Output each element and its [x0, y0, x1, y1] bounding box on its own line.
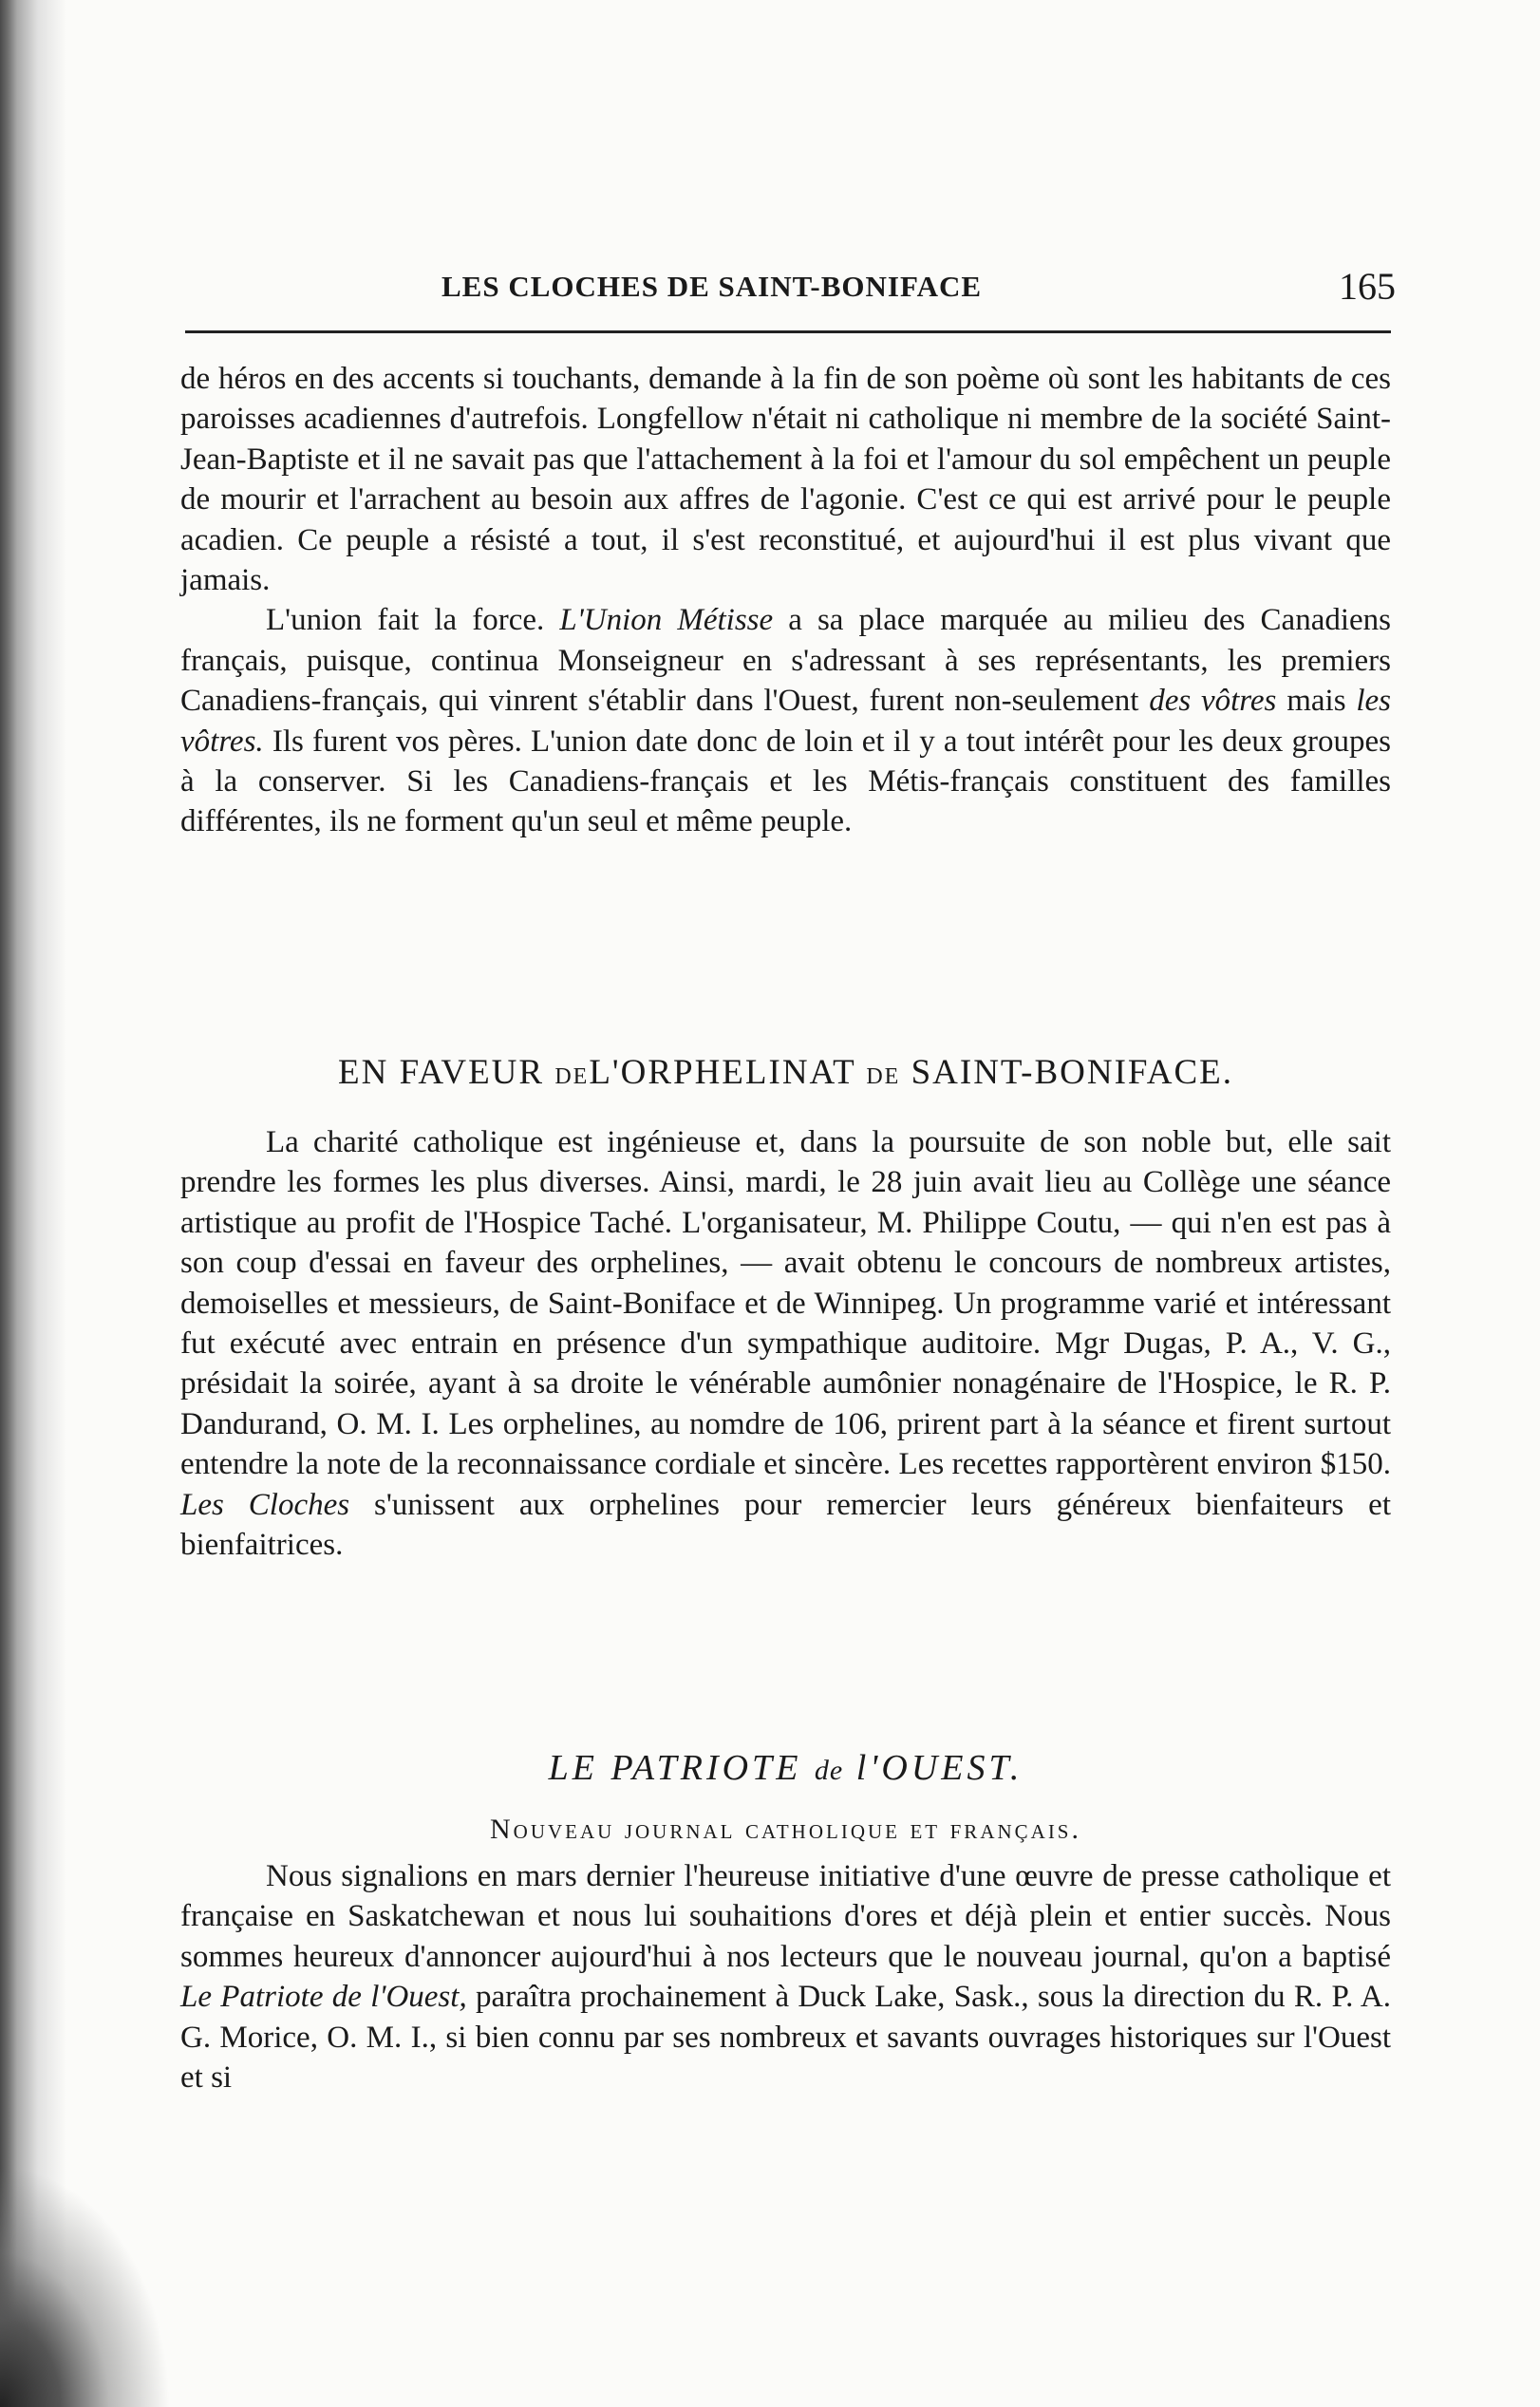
patriote-journal-title: Le Patriote de l'Ouest, [180, 1980, 467, 2015]
orphelinat-text-1: La charité catholique est ingénieuse et, dans la poursuite de son noble but, elle sait prendre les formes les plus diverses. Ainsi, mardi, le 28 juin avait lieu au Collège une séance artistique au profit de l'Hospice Taché. L'organisateur, M. Philippe Coutu, — qui n'en est pas à son coup d'essai en faveur des orphelines, — avait obtenu le concours de nombreux artistes, demoiselles et messieurs, de Saint-Boniface et de Winnipeg. Un programme varié et intéressant fut exécuté avec entrain en présence d'un sympathique auditoire. Mgr Dugas, P. A., V. G., présidait la soirée, ayant à sa droite le vénérable aumônier nonagénaire de l'Hospice, le R. P. Dandurand, O. M. I. Les orphelines, au nomdre de 106, prirent part à la séance et firent surtout entendre la note de la reconnaissance cordiale et sincère. Les recettes rapportèrent environ $150. [180, 1125, 1391, 1482]
section-heading-orphelinat [180, 1052, 1391, 1093]
section-heading-patriote [180, 1747, 1391, 1789]
heading-patriote-part1: LE PATRIOTE [548, 1748, 802, 1788]
union-text-2: a sa place marquée au milieu des Canadiens français, puisque, continua Monseigneur en s'adressant à ses représentants, les premiers Canadiens-français, qui vinrent s'établir dans l'Ouest, furent non-seulement [180, 603, 1392, 719]
heading-patriote-part2: l'OUEST. [855, 1748, 1024, 1788]
paragraph-longfellow: de héros en des accents si touchants, demande à la fin de son poème où sont les habitants de ces paroisses acadiennes d'autrefois. Longfellow n'était ni catholique ni membre de la société Saint-Jean-Baptiste et il ne savait pas que l'attachement à la foi et l'amour du sol empêchent un peuple de mourir et l'arrachent au besoin aux affres de l'agonie. C'est ce qui est arrivé pour le peuple acadien. Ce peuple a résisté a tout, il s'est reconstitué, et aujourd'hui il est plus vivant que jamais. [180, 362, 1391, 598]
running-head [171, 264, 1396, 311]
paragraph-union [180, 600, 1391, 841]
heading-patriote-de: de [814, 1755, 844, 1786]
orphelinat-les-cloches-title: Les Cloches [180, 1487, 350, 1522]
heading-orphelinat-part3: SAINT-BONIFACE. [911, 1053, 1233, 1092]
paragraph-patriote [180, 1856, 1391, 2097]
text-block-orphelinat [180, 1122, 1391, 1565]
union-italic-les-votres: les vôtres. [180, 684, 1392, 759]
page-spine-shadow [0, 0, 66, 2407]
orphelinat-text-2: s'unissent aux orphelines pour remercier leurs généreux bienfaiteurs et bienfaitrices. [180, 1487, 1391, 1563]
page-number: 165 [1339, 265, 1396, 308]
text-block-top [180, 359, 1391, 842]
union-text-3: mais [1276, 684, 1357, 719]
header-rule [185, 330, 1391, 333]
section-subheading-journal: Nouveau journal catholique et français. [490, 1814, 1081, 1845]
page-corner-damage [0, 2165, 171, 2407]
heading-orphelinat-part1: EN FAVEUR [338, 1053, 545, 1092]
running-title: LES CLOCHES DE SAINT-BONIFACE [441, 270, 983, 303]
heading-orphelinat-part2: L'ORPHELINAT [589, 1053, 856, 1092]
union-metisse-title: L'Union Métisse [559, 603, 774, 638]
text-block-patriote [180, 1856, 1391, 2097]
heading-orphelinat-de1: DE [554, 1064, 590, 1089]
union-text-1: L'union fait la force. [266, 603, 560, 638]
paragraph-orphelinat [180, 1122, 1391, 1565]
heading-orphelinat-de2: DE [866, 1064, 901, 1089]
patriote-text-2: paraîtra prochainement à Duck Lake, Sask., sous la direction du R. P. A. G. Morice, O. M. I., si bien connu par ses nombreux et savants ouvrages historiques sur l'Ouest et si [180, 1980, 1392, 2096]
union-italic-des-votres: des vôtres [1149, 684, 1277, 719]
patriote-text-1: Nous signalions en mars dernier l'heureuse initiative d'une œuvre de presse catholique et française en Saskatchewan et nous lui souhaitions d'ores et déjà plein et entier succès. Nous sommes heureux d'annoncer aujourd'hui à nos lecteurs que le nouveau journal, qu'on a baptisé [180, 1859, 1391, 1974]
union-text-4: Ils furent vos pères. L'union date donc de loin et il y a tout intérêt pour les deux groupes à la conserver. Si les Canadiens-français et les Métis-français constituent des familles différentes, ils ne forment qu'un seul et même peuple. [180, 724, 1391, 839]
